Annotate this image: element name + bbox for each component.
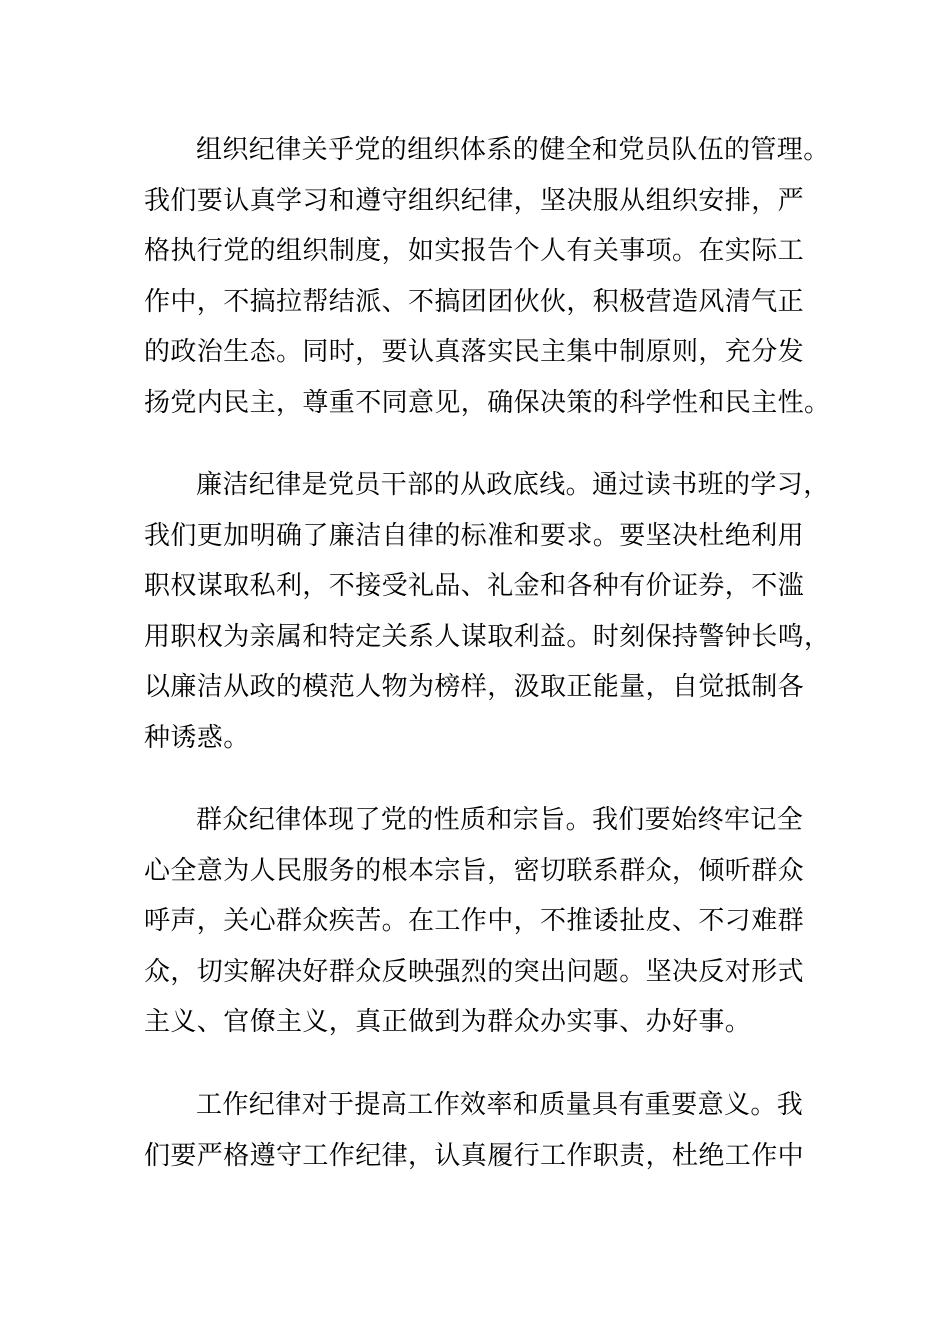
paragraph-line: 用职权为亲属和特定关系人谋取利益。时刻保持警钟长鸣， (144, 621, 831, 652)
paragraph-line: 种诱惑。 (144, 722, 250, 753)
paragraph-line: 扬党内民主，尊重不同意见，确保决策的科学性和民主性。 (144, 387, 831, 418)
paragraph-line: 群众纪律体现了党的性质和宗旨。我们要始终牢记全 (196, 805, 804, 835)
paragraph-line: 我们更加明确了廉洁自律的标准和要求。要坚决杜绝利用 (144, 520, 805, 551)
paragraph-line: 主义、官僚主义，真正做到为群众办实事、办好事。 (144, 1007, 752, 1037)
paragraph-mass-discipline (144, 795, 824, 1048)
paragraph-organizational-discipline (144, 125, 831, 428)
paragraph-line: 廉洁纪律是党员干部的从政底线。通过读书班的学习， (196, 470, 830, 500)
paragraph-line: 我们要认真学习和遵守组织纪律，坚决服从组织安排，严 (144, 185, 805, 216)
paragraph-line: 们要严格遵守工作纪律，认真履行工作职责，杜绝工作中 (144, 1140, 805, 1171)
paragraph-line: 以廉洁从政的模范人物为榜样，汲取正能量，自觉抵制各 (144, 672, 805, 702)
paragraph-line: 呼声，关心群众疾苦。在工作中，不推诿扯皮、不刁难群 (144, 906, 805, 936)
paragraph-line: 格执行党的组织制度，如实报告个人有关事项。在实际工 (144, 236, 805, 266)
paragraph-line: 组织纪律关乎党的组织体系的健全和党员队伍的管理。 (196, 135, 830, 165)
paragraph-integrity-discipline (144, 460, 831, 763)
paragraph-line: 心全意为人民服务的根本宗旨，密切联系群众，倾听群众 (144, 855, 805, 886)
paragraph-line: 的政治生态。同时，要认真落实民主集中制原则，充分发 (144, 337, 805, 367)
paragraph-line: 工作纪律对于提高工作效率和质量具有重要意义。我 (196, 1090, 804, 1120)
paragraph-work-discipline (144, 1080, 824, 1181)
paragraph-line: 众，切实解决好群众反映强烈的突出问题。坚决反对形式 (144, 956, 805, 987)
paragraph-line: 职权谋取私利，不接受礼品、礼金和各种有价证券，不滥 (144, 571, 805, 601)
paragraph-line: 作中，不搞拉帮结派、不搞团团伙伙，积极营造风清气正 (144, 286, 805, 317)
